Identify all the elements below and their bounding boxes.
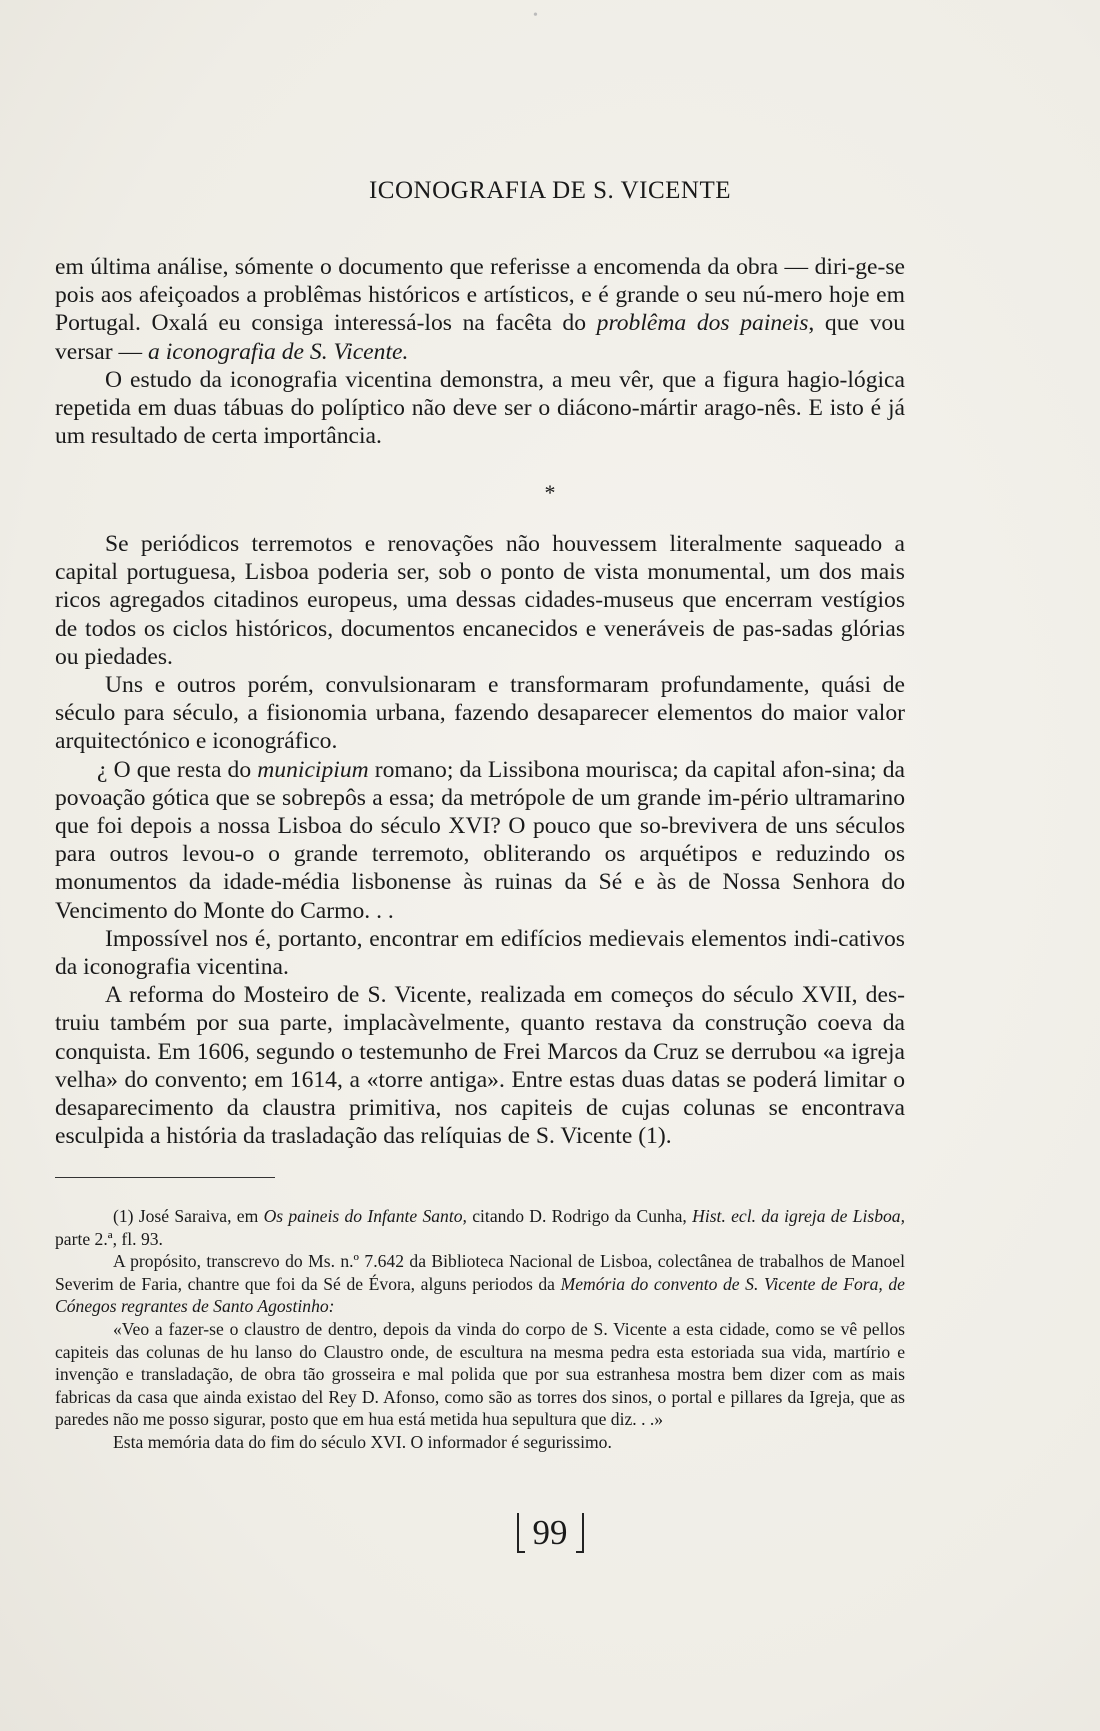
text-run: parte 2.ª, fl. 93. bbox=[55, 1228, 163, 1249]
italic-run: Os paineis do Infante Santo, bbox=[263, 1206, 467, 1226]
text-run: citando D. Rodrigo da Cunha, bbox=[466, 1206, 693, 1226]
footnote-rule bbox=[55, 1177, 275, 1178]
paragraph: O estudo da iconografia vicentina demonstra, a meu vêr, que a figura hagio-lógica repetida em duas tábuas do políptico não deve ser o diácono-mártir arago-nês. E isto é já um resultado de certa importância. bbox=[55, 366, 905, 450]
footnote bbox=[55, 1205, 905, 1250]
paper-speck: • bbox=[533, 8, 538, 23]
italic-run: a iconografia de S. Vicente. bbox=[148, 338, 409, 365]
paragraph: Se periódicos terremotos e renovações não houvessem literalmente saqueado a capital portuguesa, Lisboa poderia ser, sob o ponto de vista monumental, um dos mais ricos agregados citadinos europeus, uma dessas cidades-museus que encerram vestígios de todos os ciclos históricos, documentos encanecidos e veneráveis de pas-sadas glórias ou piedades. bbox=[55, 531, 905, 670]
paragraph: Uns e outros porém, convulsionaram e transformaram profundamente, quási de século para século, a fisionomia urbana, fazendo desaparecer elementos do maior valor arquitectónico e iconográfico. bbox=[55, 672, 905, 755]
text-run: romano; da Lissibona mourisca; da capital afon-sina; da povoação gótica que se sobrepôs a essa; da metrópole de um grande im-pério ultramarino que foi depois a nossa Lisboa do século XVI? O pouco que so-brevivera de uns séculos para outros levou-o o grande terremoto, obliterando os arquétipos e reduzindo os monumentos da idade-média lisbonense às ruinas da Sé e às de Nossa Senhora do Vencimento do Monte do Carmo. . . bbox=[55, 756, 905, 924]
footnote: Esta memória data do fim do século XVI. O informador é segurissimo. bbox=[113, 1431, 612, 1452]
footnote: «Veo a fazer-se o claustro de dentro, depois da vinda do corpo de S. Vicente a esta cidade, como se vê pellos capiteis das colunas de hu lanso do Claustro onde, de escultura na mesma pedra esta estoriada sua vida, martírio e invenção e transladação, de obra tão grosseira e mal polida que por sua estranhesa mostra bem dizer com as mais fabricas da casa que ainda existao del Rey D. Afonso, como são as torres dos sinos, o portal e pillares da Igreja, que as paredes não me posso sigurar, posto que em hua está metida hua sepultura que diz. . .» bbox=[55, 1318, 905, 1430]
running-head: ICONOGRAFIA DE S. VICENTE bbox=[368, 177, 732, 204]
italic-run: problêma dos paineis bbox=[596, 310, 809, 337]
section-break-asterisk: * bbox=[544, 480, 556, 505]
page-number-value: 99 bbox=[532, 1513, 568, 1552]
text-run: (1) José Saraiva, em bbox=[113, 1206, 264, 1226]
text-run: A propósito, transcrevo do Ms. n.º 7.642 da Biblioteca Nacional de Lisboa, colectânea de trabalhos de Manoel Severim de Faria, chantre que foi da Sé de Évora, alguns periodos da bbox=[55, 1251, 905, 1294]
italic-run: Memória do convento de S. Vicente de Fora, de Cónegos regrantes de Santo Agostinho: bbox=[55, 1273, 905, 1317]
page-number bbox=[0, 1513, 1100, 1553]
paragraph bbox=[55, 253, 905, 366]
text-run: ¿ O que resta do bbox=[97, 756, 258, 783]
text-run: em última análise, sómente o documento que referisse a encomenda da obra — diri-ge-se pois aos afeiçoados a problêmas históricos e artísticos, e é grande o seu nú-mero hoje em Portugal. Oxalá eu consiga interessá-los na facêta do bbox=[55, 254, 905, 337]
footnote bbox=[55, 1250, 905, 1318]
italic-run: municipium bbox=[257, 756, 369, 783]
text-block-main bbox=[55, 530, 905, 1150]
paragraph: A reforma do Mosteiro de S. Vicente, realizada em começos do século XVII, des-truiu também por sua parte, implacàvelmente, quanto restava da construção coeva da conquista. Em 1606, segundo o testemunho de Frei Marcos da Cruz se derrubou «a igreja velha» do convento; em 1614, a «torre antiga». Entre estas duas datas se poderá limitar o desaparecimento da claustra primitiva, nos capiteis de cujas colunas se encontrava esculpida a história da trasladação das relíquias de S. Vicente (1). bbox=[55, 982, 905, 1150]
italic-run: Hist. ecl. da igreja de Lisboa, bbox=[692, 1206, 905, 1226]
page-number-bracket bbox=[517, 1513, 584, 1553]
paragraph: Impossível nos é, portanto, encontrar em edifícios medievais elementos indi-cativos da iconografia vicentina. bbox=[55, 925, 905, 981]
footnotes bbox=[55, 1205, 905, 1454]
text-run: , que vou versar — bbox=[55, 310, 905, 365]
paragraph bbox=[55, 756, 905, 925]
text-block-intro bbox=[55, 253, 905, 450]
